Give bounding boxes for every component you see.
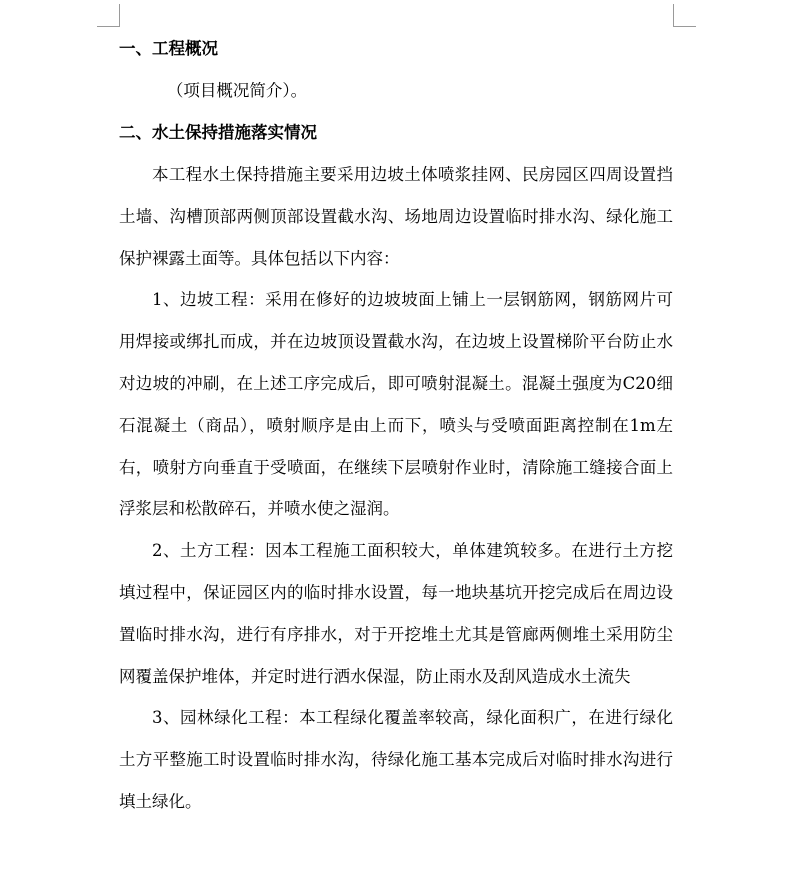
project-overview-brief: （项目概况简介）。: [166, 81, 308, 100]
earthwork-engineering-paragraph: 2、土方工程：因本工程施工面积较大，单体建筑较多。在进行土方挖填过程中，保证园区内的临时排水设置，每一地块基坑开挖完成后在周边设置临时排水沟，进行有序排水，对于开挖堆土尤其是管廊两侧堆土采用防尘网覆盖保护堆体，并定时进行洒水保湿，防止雨水及刮风造成水土流失: [119, 541, 673, 686]
page-corner-mark-top-right: [673, 4, 696, 27]
section-heading-soil-water-measures: 二、水土保持措施落实情况: [119, 123, 317, 142]
page-corner-mark-top-left: [97, 4, 120, 27]
slope-engineering-paragraph: 1、边坡工程：采用在修好的边坡坡面上铺上一层钢筋网，钢筋网片可用焊接或绑扎而成，并在边坡顶设置截水沟，在边坡上设置梯阶平台防止水对边坡的冲刷，在上述工序完成后，即可喷射混凝土。混凝土强度为C20细石混凝土（商品），喷射顺序是由上而下，喷头与受喷面距离控制在1m左右，喷射方向垂直于受喷面，在继续下层喷射作业时，清除施工缝接合面上浮浆层和松散碎石，并喷水使之湿润。: [119, 290, 673, 519]
document-body[interactable]: [119, 28, 673, 823]
landscape-greening-paragraph: 3、园林绿化工程：本工程绿化覆盖率较高，绿化面积广，在进行绿化土方平整施工时设置临时排水沟，待绿化施工基本完成后对临时排水沟进行填土绿化。: [119, 708, 673, 811]
section-heading-project-overview: 一、工程概况: [119, 39, 218, 58]
measures-intro-paragraph: 本工程水土保持措施主要采用边坡土体喷浆挂网、民房园区四周设置挡土墙、沟槽顶部两侧顶部设置截水沟、场地周边设置临时排水沟、绿化施工保护裸露土面等。具体包括以下内容：: [119, 165, 673, 268]
